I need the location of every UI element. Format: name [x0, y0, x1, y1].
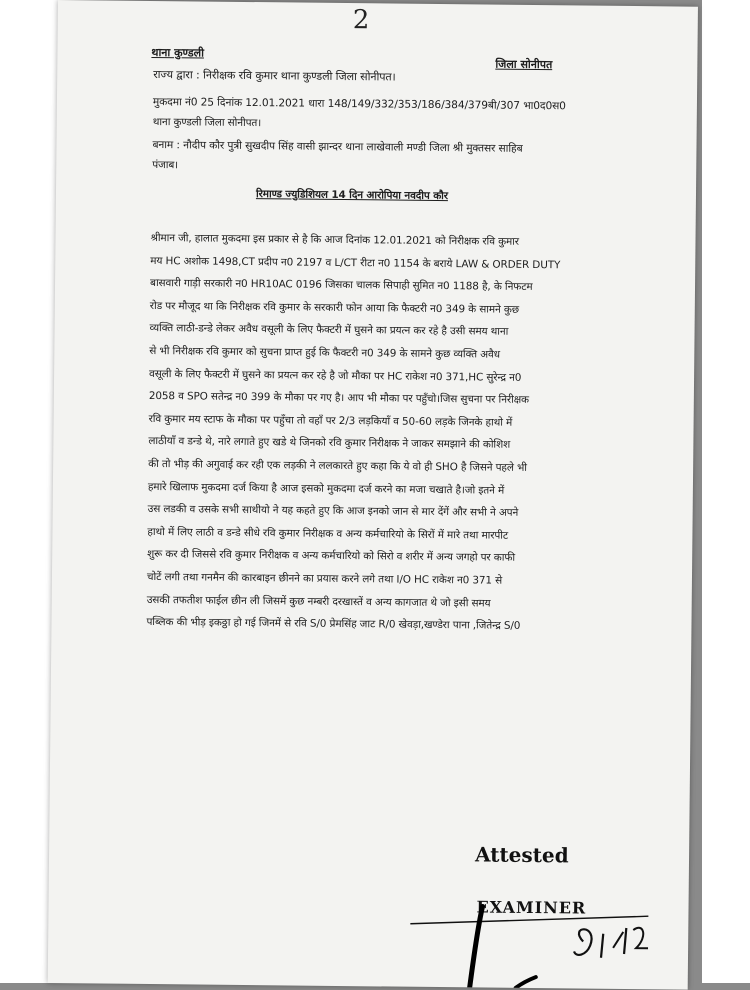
- right-margin-background: [702, 0, 750, 983]
- body-line: मय HC अशोक 1498,CT प्रदीप न0 2197 व L/CT रीटा न0 1154 के बराये LAW & ORDER DUTY: [150, 254, 561, 271]
- body-line: व्यक्ति लाठी-डन्डे लेकर अवैध वसूली के लिए फैक्टरी में घुसने का प्रयत्न कर रहे है उसी समय थाना: [149, 322, 509, 339]
- examiner-stamp: EXAMINER: [476, 897, 587, 918]
- remand-subject: रिमाण्ड ज्युडिशियल 14 दिन आरोपिया नवदीप कौर: [255, 188, 449, 203]
- police-station-heading: थाना कुण्डली: [151, 45, 205, 60]
- body-line: की तो भीड़ की अगुवाई कर रही एक लड़की ने ललकारते हुए कहा कि ये वो ही SHO है जिसने पहले भी: [148, 457, 528, 474]
- examiner-signature: [408, 884, 649, 990]
- versus-line-state: पंजाब।: [152, 158, 179, 172]
- case-station-line: थाना कुण्डली जिला सोनीपत।: [152, 115, 262, 130]
- attested-stamp: Attested: [474, 842, 569, 868]
- body-line: लाठीयाँ व डन्डे थे, नारे लगाते हुए खडे थे जिनको रवि कुमार निरीक्षक ने जाकर समझाने की कोशिश: [148, 435, 511, 452]
- body-line: हमारे खिलाफ मुकदमा दर्ज किया है आज इसको मुकदमा दर्ज करने का मजा चखाते है।जो इतने में: [147, 480, 505, 497]
- body-line: पब्लिक की भीड़ इकठ्ठा हो गई जिनमें से रवि S/0 प्रेमसिंह जाट R/0 खेवड़ा,खण्डेरा पाना ,जितेन्द्र S/0: [146, 616, 521, 633]
- by-state-line: राज्य द्वारा : निरीक्षक रवि कुमार थाना कुण्डली जिला सोनीपत।: [153, 68, 396, 84]
- body-line: 2058 व SPO सतेन्द्र न0 399 के मौका पर गए है। आप भी मौका पर पहुँचो।जिस सुचना पर निरीक्षक: [148, 390, 530, 407]
- body-line: उसकी तफतीश फाईल छीन ली जिसमें कुछ नम्बरी दरखास्तें व अन्य कागजात थे जो इसी समय: [146, 593, 491, 610]
- body-line: हाथो में लिए लाठी व डन्डे सीधे रवि कुमार निरीक्षक व अन्य कर्मचारियो के सिरों में मारे तथा मारपीट: [147, 525, 509, 542]
- case-number-line: मुकदमा नं0 25 दिनांक 12.01.2021 धारा 148/149/332/353/186/384/379बी/307 भा0द0स0: [152, 96, 566, 113]
- body-line: शुरू कर दी जिससे रवि कुमार निरीक्षक व अन्य कर्मचारियो को सिरो व शरीर में अन्य जगहो पर काफी: [147, 548, 516, 565]
- body-line: चोटें लगी तथा गनमैन की कारबाइन छीनने का प्रयास करने लगे तथा I/O HC राकेश न0 371 से: [146, 570, 503, 587]
- body-line: रवि कुमार मय स्टाफ के मौका पर पहुँचा तो वहाँ पर 2/3 लड़कियाँ व 50-60 लड़के जिनके हाथो में: [148, 412, 513, 429]
- versus-line: बनाम : नौदीप कौर पुत्री सुखदीप सिंह वासी झान्दर थाना लाखेवाली मण्डी जिला श्री मुक्तसर साहिब: [152, 138, 523, 155]
- body-line: श्रीमान जी, हालात मुकदमा इस प्रकार से है कि आज दिनांक 12.01.2021 को निरीक्षक रवि कुमार: [150, 231, 520, 248]
- page-number: 2: [352, 5, 370, 36]
- body-line: वसूली के लिए फैक्टरी में घुसने का प्रयत्न कर रहे है जो मौका पर HC राकेश न0 371,HC सुरेन्द्र न0: [149, 367, 522, 384]
- body-line: से भी निरीक्षक रवि कुमार को सुचना प्राप्त हुई कि फैक्टरी न0 349 के सामने कुछ व्यक्ति अवैध: [149, 344, 501, 361]
- body-line: रोड पर मौजूद था कि निरीक्षक रवि कुमार के सरकारी फोन आया कि फैक्टरी न0 349 के सामने कुछ: [149, 299, 520, 316]
- district-heading: जिला सोनीपत: [495, 57, 553, 72]
- body-line: उस लडकी व उसके सभी साथीयो ने यह कहते हुए कि आज इनको जान से मार देंगें और सभी ने अपने: [147, 503, 519, 520]
- body-line: बासवारी गाड़ी सरकारी न0 HR10AC 0196 जिसका चालक सिपाही सुमित न0 1188 है, के निफटम: [149, 277, 533, 294]
- document-page: [48, 0, 698, 990]
